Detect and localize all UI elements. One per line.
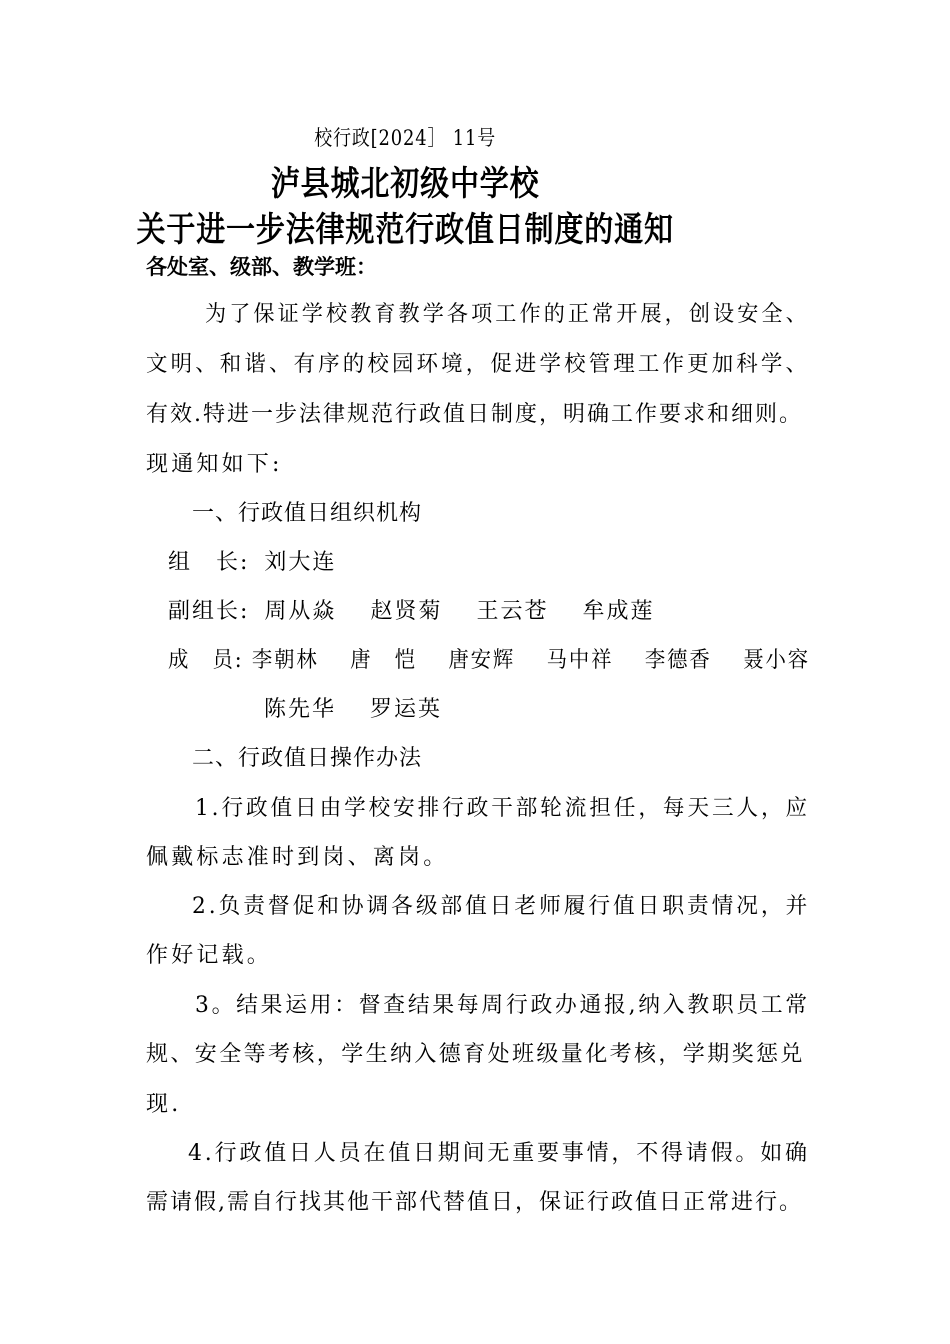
- item1-line-1: 1.行政值日由学校安排行政干部轮流担任，每天三人，应: [195, 796, 811, 821]
- section1-heading: 一、行政值日组织机构: [192, 501, 423, 526]
- item3-line-3: 现.: [146, 1092, 182, 1117]
- members-row-2: [264, 692, 476, 723]
- section2-heading: 二、行政值日操作办法: [192, 746, 423, 771]
- item3-line-1: 3。结果运用：督查结果每周行政办通报,纳入教职员工常: [195, 993, 810, 1018]
- document-title-line1: 泸县城北初级中学校: [270, 164, 540, 204]
- member-name: 唐安辉: [448, 648, 516, 673]
- members-label: 成 员:: [168, 648, 244, 673]
- member-name: 马中祥: [546, 648, 614, 673]
- deputy-name: 赵贤菊: [370, 599, 443, 624]
- members-row-1: [168, 643, 810, 674]
- member-name: 李德香: [644, 648, 712, 673]
- deputy-name: 牟成莲: [582, 599, 655, 624]
- deputy-name: 王云苍: [476, 599, 549, 624]
- member-name: 陈先华: [264, 697, 337, 722]
- item1-line-2: 佩戴标志准时到岗、离岗。: [146, 845, 449, 870]
- item3-line-2: 规、安全等考核，学生纳入德育处班级量化考核，学期奖惩兑: [146, 1042, 805, 1067]
- leader-row: [168, 545, 336, 576]
- intro-line-1: 为了保证学校教育教学各项工作的正常开展，创设安全、: [205, 302, 810, 327]
- document-number: 校行政[2024］ 11号: [314, 126, 497, 150]
- leader-label: 组 长:: [168, 550, 250, 575]
- member-name: 唐 恺: [350, 648, 417, 673]
- member-name: 聂小容: [743, 648, 810, 673]
- item4-line-2: 需请假,需自行找其他干部代替值日，保证行政值日正常进行。: [146, 1190, 803, 1215]
- leader-name: 刘大连: [264, 550, 337, 575]
- intro-line-4: 现通知如下:: [146, 452, 283, 477]
- intro-line-3: 有效.特进一步法律规范行政值日制度，明确工作要求和细则。: [146, 402, 803, 427]
- intro-line-2: 文明、和谐、有序的校园环境，促进学校管理工作更加科学、: [146, 352, 811, 377]
- deputy-name: 周从焱: [264, 599, 337, 624]
- deputy-label: 副组长:: [168, 599, 250, 624]
- deputy-row: [168, 594, 688, 625]
- member-name: 李朝林: [251, 648, 319, 673]
- item2-line-2: 作好记载。: [146, 943, 273, 968]
- member-name: 罗运英: [370, 697, 443, 722]
- addressee: 各处室、级部、教学班：: [146, 255, 377, 279]
- document-title-line2: 关于进一步法律规范行政值日制度的通知: [136, 210, 674, 250]
- item2-line-1: 2.负责督促和协调各级部值日老师履行值日职责情况，并: [192, 894, 811, 919]
- item4-line-1: 4.行政值日人员在值日期间无重要事情，不得请假。如确: [188, 1141, 810, 1166]
